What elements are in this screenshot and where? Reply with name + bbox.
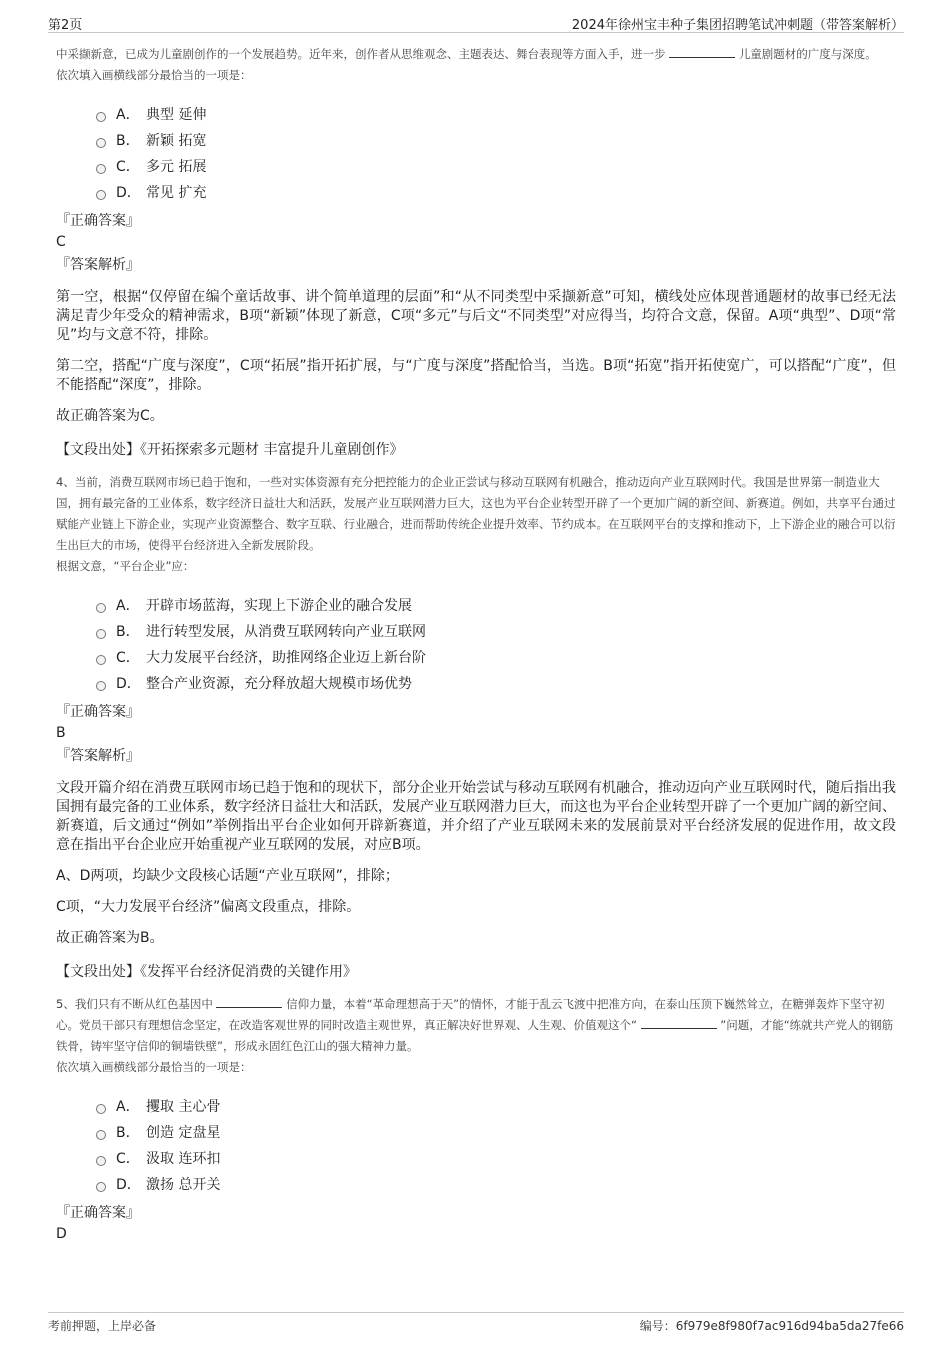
page-number: 第2页 [48, 18, 83, 33]
q3-answer-label: 『正确答案』 [56, 213, 140, 229]
q3-option-d[interactable] [96, 180, 896, 206]
radio-icon[interactable] [96, 1156, 106, 1166]
document-id: 编号：6f979e8f980f7ac916d94ba5da27fe66 [639, 1319, 904, 1333]
q3-analysis-label: 『答案解析』 [56, 257, 140, 273]
q4-analysis-1: 文段开篇介绍在消费互联网市场已趋于饱和的现状下，部分企业开始尝试与移动互联网有机融合，推动迈向产业互联网时代，随后指出我国拥有最完备的工业体系，数字经济日益壮大和活跃，发展产业互联网潜力巨大，而这也为平台企业转型开辟了一个更加广阔的新空间、新赛道，后文通过“例如”举例指出平台企业如何开辟新赛道，并介绍了产业互联网未来的发展前景对平台经济发展的促进作用，故文段意在指出平台企业应开始重视产业互联网的发展，对应B项。 [56, 780, 896, 853]
q4-analysis-3: C项，“大力发展平台经济”偏离文段重点，排除。 [56, 899, 361, 915]
q3-analysis-1: 第一空，根据“仅停留在编个童话故事、讲个简单道理的层面”和“从不同类型中采撷新意”可知，横线处应体现普通题材的故事已经无法满足青少年受众的精神需求，B项“新颖”体现了新意，C项“多元”与后文“不同类型”对应得当，均符合文意，保留。A项“典型”、D项“常见”均与文意不符，排除。 [56, 289, 896, 343]
question-5 [56, 994, 896, 1244]
page-content [56, 44, 896, 1244]
option-text: 大力发展平台经济，助推网络企业迈上新台阶 [146, 650, 426, 666]
q4-prompt: 根据文意，“平台企业”应： [56, 559, 195, 573]
q3-passage-part1: 中采撷新意，已成为儿童剧创作的一个发展趋势。近年来，创作者从思维观念、主题表达、舞台表现等方面入手，进一步 [56, 47, 666, 61]
page-footer [48, 1312, 904, 1335]
option-letter: C． [116, 650, 140, 666]
option-letter: B． [116, 1125, 140, 1141]
option-text: 多元 拓展 [146, 159, 207, 175]
radio-icon[interactable] [96, 138, 106, 148]
q3-option-c[interactable] [96, 154, 896, 180]
q5-passage [56, 994, 896, 1057]
q5-passage-part2: 信仰力量，本着“革命理想高于天”的情怀，才能于乱云飞渡中把准方向，在泰山压顶下巍然耸立，在糖弹轰炸下坚守初心。党员干部只有理想信念坚定，在改造客观世界的同时改造主观世界，真正解决好世界观、人生观、价值观这个“ [56, 997, 885, 1032]
option-text: 常见 扩充 [146, 185, 207, 201]
q5-passage-part3: ”问题，才能“练就共产党人的钢筋铁骨，铸牢坚守信仰的铜墙铁壁”，形成永固红色江山的强大精神力量。 [56, 1018, 894, 1053]
q3-options [96, 102, 896, 206]
q4-passage: 4、当前，消费互联网市场已趋于饱和，一些对实体资源有充分把控能力的企业正尝试与移动互联网有机融合，推动迈向产业互联网时代。我国是世界第一制造业大国，拥有最完备的工业体系，数字经济日益壮大和活跃，发展产业互联网潜力巨大，这也为平台企业转型开辟了一个更加广阔的新空间、新赛道。例如，共享平台通过赋能产业链上下游企业，实现产业资源整合、数字互联、行业融合，进而帮助传统企业提升效率、节约成本。在互联网平台的支撑和推动下，上下游企业的融合可以衍生出巨大的市场，使得平台经济进入全新发展阶段。 [56, 475, 896, 552]
q5-answer: D [56, 1226, 67, 1242]
q5-option-c[interactable] [96, 1146, 896, 1172]
q4-answer: B [56, 725, 66, 741]
option-letter: B． [116, 133, 140, 149]
q4-analysis-label: 『答案解析』 [56, 748, 140, 764]
radio-icon[interactable] [96, 190, 106, 200]
option-letter: D． [116, 1177, 141, 1193]
radio-icon[interactable] [96, 164, 106, 174]
q3-prompt: 依次填入画横线部分最恰当的一项是： [56, 68, 252, 82]
option-text: 攫取 主心骨 [146, 1099, 221, 1115]
option-letter: A． [116, 598, 140, 614]
option-text: 汲取 连环扣 [146, 1151, 221, 1167]
q3-blank [669, 45, 735, 58]
q3-answer: C [56, 234, 66, 250]
q3-passage [56, 44, 896, 65]
radio-icon[interactable] [96, 1182, 106, 1192]
q4-options [96, 593, 896, 697]
option-letter: D． [116, 185, 141, 201]
q4-option-d[interactable] [96, 671, 896, 697]
q3-option-a[interactable] [96, 102, 896, 128]
question-4 [56, 472, 896, 982]
option-text: 进行转型发展，从消费互联网转向产业互联网 [146, 624, 426, 640]
option-letter: B． [116, 624, 140, 640]
option-letter: C． [116, 1151, 140, 1167]
q5-blank-2 [641, 1016, 717, 1029]
radio-icon[interactable] [96, 603, 106, 613]
q4-analysis-4: 故正确答案为B。 [56, 930, 164, 946]
radio-icon[interactable] [96, 1104, 106, 1114]
q4-answer-label: 『正确答案』 [56, 704, 140, 720]
option-text: 开辟市场蓝海，实现上下游企业的融合发展 [146, 598, 412, 614]
option-text: 创造 定盘星 [146, 1125, 221, 1141]
radio-icon[interactable] [96, 1130, 106, 1140]
option-letter: A． [116, 1099, 140, 1115]
footer-slogan: 考前押题，上岸必备 [48, 1319, 157, 1333]
option-letter: A． [116, 107, 140, 123]
q5-prompt: 依次填入画横线部分最恰当的一项是： [56, 1060, 252, 1074]
q5-answer-label: 『正确答案』 [56, 1205, 140, 1221]
question-3 [56, 44, 896, 460]
radio-icon[interactable] [96, 655, 106, 665]
q3-analysis-3: 故正确答案为C。 [56, 408, 164, 424]
q3-passage-part2: 儿童剧题材的广度与深度。 [738, 47, 877, 61]
option-text: 激扬 总开关 [146, 1177, 221, 1193]
page-header [48, 10, 904, 33]
radio-icon[interactable] [96, 681, 106, 691]
q5-option-d[interactable] [96, 1172, 896, 1198]
q3-analysis-2: 第二空，搭配“广度与深度”，C项“拓展”指开拓扩展，与“广度与深度”搭配恰当，当选。B项“拓宽”指开拓使宽广，可以搭配“广度”，但不能搭配“深度”，排除。 [56, 358, 896, 393]
option-text: 整合产业资源，充分释放超大规模市场优势 [146, 676, 412, 692]
document-title: 2024年徐州宝丰种子集团招聘笔试冲刺题（带答案解析） [571, 18, 904, 33]
radio-icon[interactable] [96, 112, 106, 122]
q4-option-b[interactable] [96, 619, 896, 645]
q3-source: 【文段出处】《开拓探索多元题材 丰富提升儿童剧创作》 [56, 442, 404, 458]
q5-option-a[interactable] [96, 1094, 896, 1120]
q5-options [96, 1094, 896, 1198]
q5-passage-part1: 5、我们只有不断从红色基因中 [56, 997, 213, 1011]
q4-option-c[interactable] [96, 645, 896, 671]
q5-option-b[interactable] [96, 1120, 896, 1146]
option-text: 新颖 拓宽 [146, 133, 207, 149]
option-letter: D． [116, 676, 141, 692]
q4-option-a[interactable] [96, 593, 896, 619]
q5-blank-1 [216, 995, 282, 1008]
q4-source: 【文段出处】《发挥平台经济促消费的关键作用》 [56, 964, 357, 980]
radio-icon[interactable] [96, 629, 106, 639]
q3-option-b[interactable] [96, 128, 896, 154]
q4-analysis-2: A、D两项，均缺少文段核心话题“产业互联网”，排除； [56, 868, 399, 884]
option-letter: C． [116, 159, 140, 175]
option-text: 典型 延伸 [146, 107, 207, 123]
